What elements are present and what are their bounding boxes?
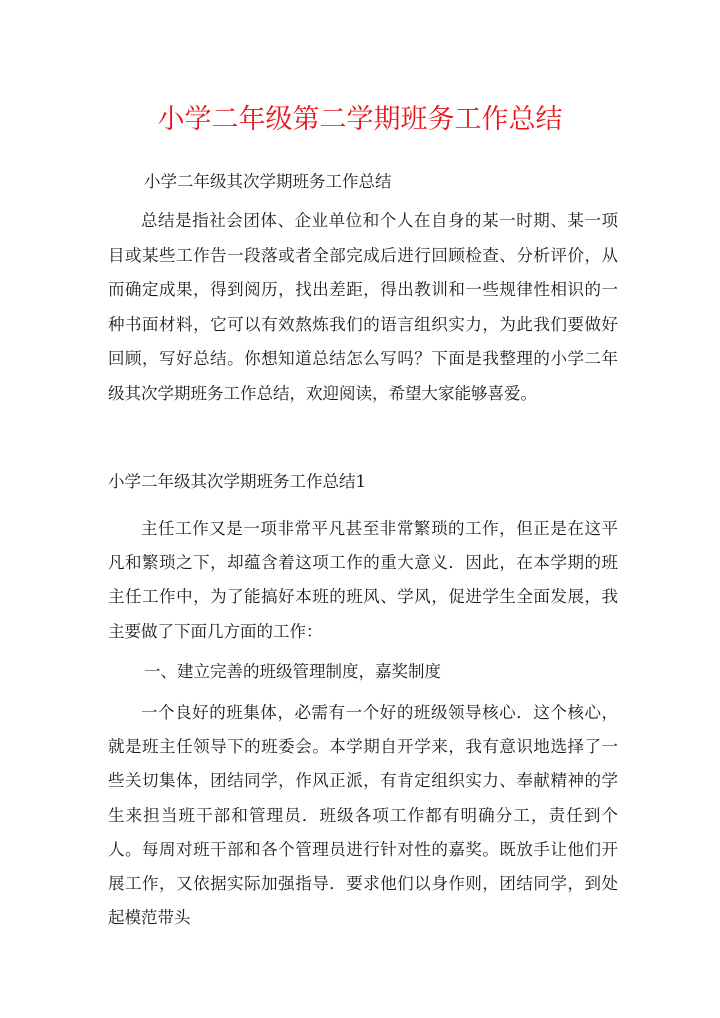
document-subtitle: 小学二年级其次学期班务工作总结 bbox=[144, 172, 392, 191]
section-paragraph: 一个良好的班集体，必需有一个好的班级领导核心．这个核心，就是班主任领导下的班委会。本学期自开学来，我有意识地选择了一些关切集体，团结同学，作风正派，有肯定组织实力、奉献精神的学生来担当班干部和管理员．班级各项工作都有明确分工，责任到个人。每周对班干部和各个管理员进行针对性的嘉奖。既放手让他们开展工作，又依据实际加强指导．要求他们以身作则，团结同学，到处起模范带头 bbox=[108, 703, 618, 928]
list-heading: 一、建立完善的班级管理制度，嘉奖制度 bbox=[144, 662, 441, 681]
section-paragraph: 主任工作又是一项非常平凡甚至非常繁琐的工作，但正是在这平凡和繁琐之下，却蕴含着这项工作的重大意义．因此，在本学期的班主任工作中，为了能搞好本班的班风、学风，促进学生全面发展，我主要做了下面几方面的工作： bbox=[108, 519, 618, 641]
intro-paragraph: 总结是指社会团体、企业单位和个人在自身的某一时期、某一项目或某些工作告一段落或者全部完成后进行回顾检查、分析评价，从而确定成果，得到阅历，找出差距，得出教训和一些规律性相识的一种书面材料，它可以有效熬炼我们的语言组织实力，为此我们要做好回顾，写好总结。你想知道总结怎么写吗？下面是我整理的小学二年级其次学期班务工作总结，欢迎阅读，希望大家能够喜爱。 bbox=[108, 211, 618, 403]
document-title: 小学二年级第二学期班务工作总结 bbox=[157, 104, 563, 135]
section-heading: 小学二年级其次学期班务工作总结1 bbox=[108, 472, 366, 491]
